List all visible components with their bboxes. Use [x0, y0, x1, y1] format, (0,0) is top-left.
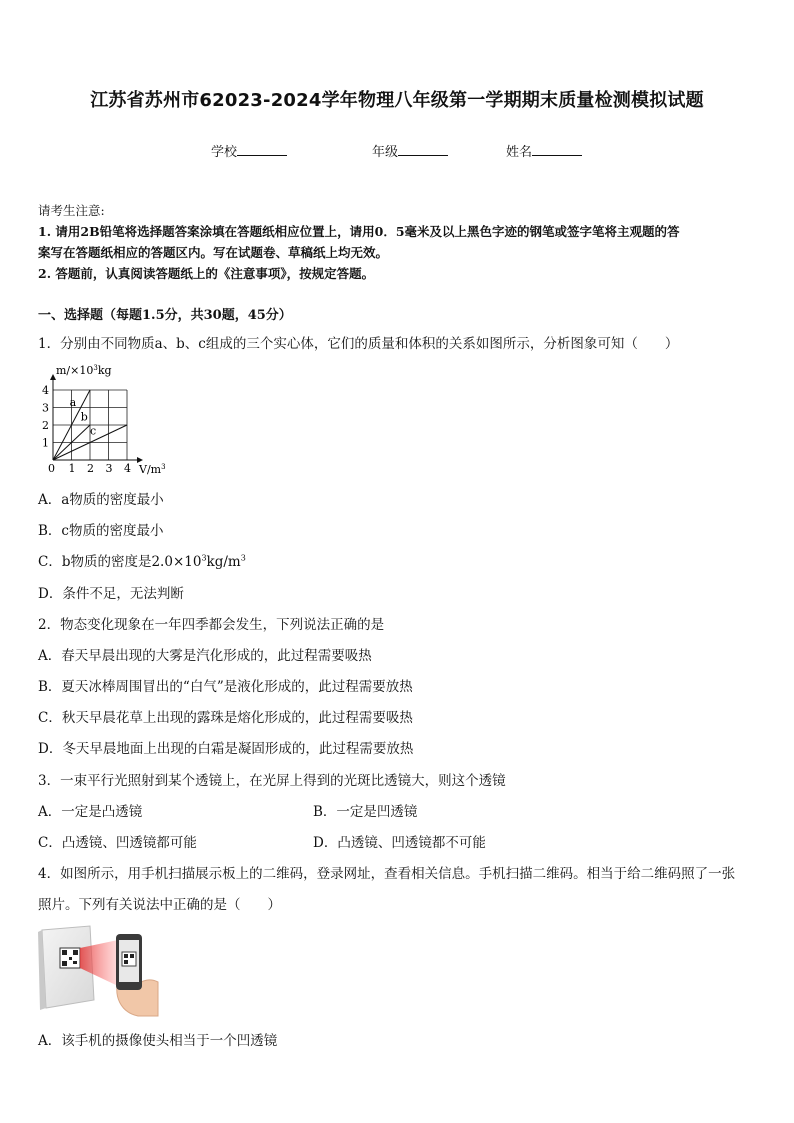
school-field: [211, 141, 287, 160]
q2-stem: 2．物态变化现象在一年四季都会发生，下列说法正确的是: [38, 617, 385, 633]
q3-option-d: D．凸透镜、凹透镜都不可能: [313, 835, 486, 851]
school-label: 学校: [211, 145, 238, 160]
q4-stem-line-1: 4．如图所示，用手机扫描展示板上的二维码，登录网址，查看相关信息。手机扫描二维码。相当于给二维码照了一张: [38, 866, 736, 882]
notice-item-1-line-2: 案写在答题纸相应的答题区内。写在试题卷、草稿纸上均无效。: [38, 245, 389, 260]
chart-y-label: $m/\times 10^3kg$: [56, 364, 112, 377]
grade-field: [372, 141, 448, 160]
hand-with-phone: [116, 934, 158, 1016]
series-label-b: b: [80, 410, 88, 424]
x-tick-label: 1: [68, 462, 76, 475]
q4-option-a: A．该手机的摄像使头相当于一个凹透镜: [38, 1033, 278, 1049]
name-label: 姓名: [506, 145, 533, 160]
notice-heading: 请考生注意:: [38, 203, 105, 218]
name-field: [506, 141, 582, 160]
x-tick-label: 4: [124, 462, 131, 475]
school-blank: [237, 141, 287, 156]
q3-option-a: A．一定是凸透镜: [38, 804, 143, 820]
q1-option-a: A．a物质的密度最小: [38, 492, 164, 508]
grade-blank: [398, 141, 448, 156]
y-tick-label: 1: [42, 436, 49, 450]
y-tick-label: 2: [42, 419, 49, 432]
q1-stem: 1．分别由不同物质a、b、c组成的三个实心体，它们的质量和体积的关系如图所示，分析图象可知（ ）: [38, 336, 679, 352]
section-title: 一、选择题（每题1.5分，共30题，45分）: [38, 308, 292, 323]
q1-option-c: C．b物质的密度是$2.0\times 10^3kg/m^3$: [38, 553, 246, 570]
q3-stem: 3．一束平行光照射到某个透镜上，在光屏上得到的光斑比透镜大，则这个透镜: [38, 773, 506, 789]
q4-stem-line-2: 照片。下列有关说法中正确的是（ ）: [38, 897, 281, 913]
notice-item-1-line-1: 1. 请用2B铅笔将选择题答案涂填在答题纸相应位置上，请用0．5毫米及以上黑色字迹的钢笔或签字笔将主观题的答: [38, 224, 680, 239]
x-tick-label: 3: [105, 462, 113, 475]
q2-option-a: A．春天早晨出现的大雾是汽化形成的，此过程需要吸热: [38, 648, 372, 664]
chart-x-label: $V/m^3$: [139, 463, 166, 476]
q2-option-d: D．冬天早晨地面上出现的白霜是凝固形成的，此过程需要放热: [38, 741, 414, 757]
q3-option-c: C．凸透镜、凹透镜都可能: [38, 835, 197, 851]
density-chart: [36, 358, 176, 480]
name-blank: [532, 141, 582, 156]
grade-label: 年级: [372, 145, 399, 160]
y-tick-label: 4: [42, 384, 49, 397]
q3-option-b: B．一定是凹透镜: [313, 804, 418, 820]
q2-option-b: B．夏天冰棒周围冒出的“白气”是液化形成的，此过程需要放热: [38, 679, 413, 695]
q2-option-c: C．秋天早晨花草上出现的露珠是熔化形成的，此过程需要吸热: [38, 710, 413, 726]
q1-option-d: D．条件不足，无法判断: [38, 586, 184, 602]
series-label-a: a: [69, 395, 77, 409]
page-title: 江苏省苏州市62023-2024学年物理八年级第一学期期末质量检测模拟试题: [90, 90, 704, 111]
series-label-c: c: [90, 424, 97, 438]
notice-item-2: 2. 答题前，认真阅读答题纸上的《注意事项》，按规定答题。: [38, 266, 375, 281]
chart-origin-label: 0: [48, 462, 55, 475]
q1-option-b: B．c物质的密度最小: [38, 523, 164, 539]
board-qr-code: [60, 948, 80, 968]
x-tick-label: 2: [87, 462, 94, 475]
y-tick-label: 3: [42, 401, 49, 415]
qr-scan-illustration: [38, 920, 160, 1018]
